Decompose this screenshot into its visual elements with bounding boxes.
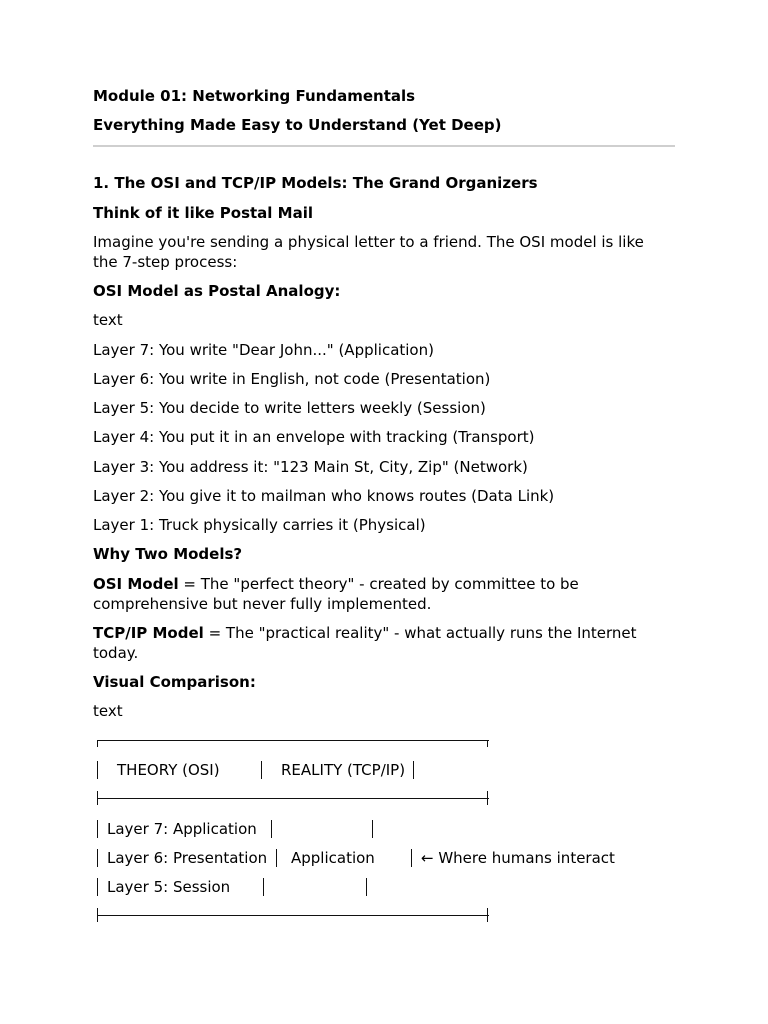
osi-layer-5-cell: Layer 5: Session [107,878,231,896]
tcpip-model-description: = The "practical reality" - what actually runs the Internet today. [93,624,637,662]
osi-postal-heading: OSI Model as Postal Analogy: [93,282,341,300]
diagram-junction [487,791,488,805]
diagram-divider [372,820,373,838]
osi-model-term: OSI Model [93,575,179,593]
diagram-divider [97,849,98,867]
diagram-junction [97,791,98,805]
why-two-models-heading: Why Two Models? [93,545,243,563]
diagram-corner [97,740,98,747]
diagram-corner [487,740,488,747]
subtitle: Everything Made Easy to Understand (Yet Deep) [93,116,502,134]
osi-model-paragraph [93,574,623,614]
diagram-divider [97,878,98,896]
layer-line: Layer 1: Truck physically carries it (Physical) [93,516,426,534]
human-interaction-annotation: ← Where humans interact [421,849,615,867]
diagram-divider [411,849,412,867]
diagram-top-border [97,740,489,741]
layer-line: Layer 7: You write "Dear John..." (Application) [93,341,434,359]
diagram-junction [97,908,98,922]
layer-line: Layer 5: You decide to write letters weekly (Session) [93,399,486,417]
layer-line: Layer 2: You give it to mailman who knows routes (Data Link) [93,487,555,505]
section-heading: 1. The OSI and TCP/IP Models: The Grand Organizers [93,174,538,192]
diagram-divider [97,761,98,779]
osi-layer-6-cell: Layer 6: Presentation [107,849,268,867]
diagram-divider [413,761,414,779]
diagram-divider [366,878,367,896]
diagram-bottom-separator [97,915,489,916]
reality-column-header: REALITY (TCP/IP) [281,761,406,779]
intro-paragraph: Imagine you're sending a physical letter to a friend. The OSI model is like the 7-step process: [93,233,644,271]
visual-comparison-heading: Visual Comparison: [93,673,256,691]
layer-line: Layer 6: You write in English, not code (Presentation) [93,370,491,388]
diagram-divider [276,849,277,867]
horizontal-divider [93,145,675,147]
diagram-header-separator [97,798,489,799]
tcpip-model-term: TCP/IP Model [93,624,204,642]
analogy-heading: Think of it like Postal Mail [93,204,313,222]
osi-model-description: = The "perfect theory" - created by committee to be comprehensive but never fully implemented. [93,575,579,613]
layer-line: Layer 4: You put it in an envelope with tracking (Transport) [93,428,535,446]
theory-column-header: THEORY (OSI) [117,761,220,779]
osi-tcpip-comparison-diagram [93,730,683,930]
code-label-text: text [93,311,123,329]
diagram-divider [97,820,98,838]
diagram-junction [487,908,488,922]
diagram-divider [263,878,264,896]
layer-line: Layer 3: You address it: "123 Main St, City, Zip" (Network) [93,458,528,476]
diagram-divider [261,761,262,779]
tcpip-model-paragraph [93,623,671,663]
module-title: Module 01: Networking Fundamentals [93,87,416,105]
diagram-divider [271,820,272,838]
code-label-text: text [93,702,123,720]
osi-layer-7-cell: Layer 7: Application [107,820,257,838]
tcpip-application-cell: Application [291,849,375,867]
